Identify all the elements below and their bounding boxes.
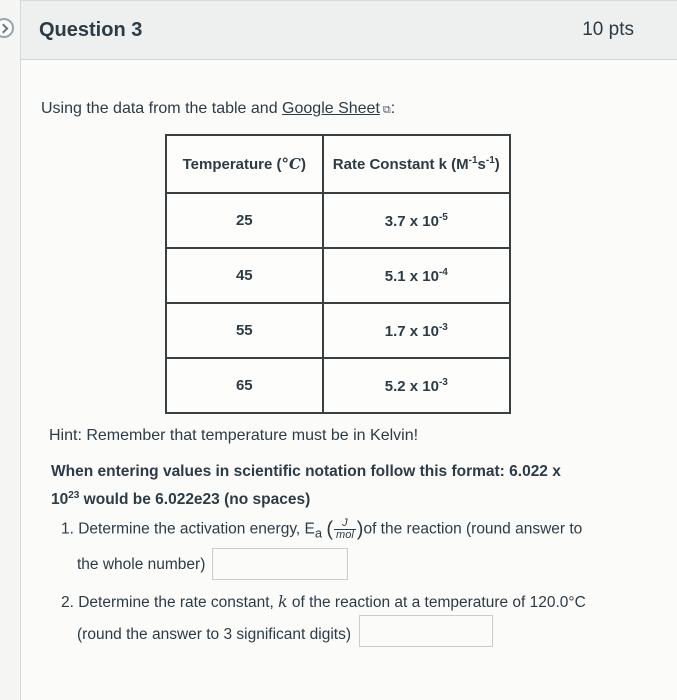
cell-temperature: 55 (166, 303, 323, 358)
cell-temperature: 45 (166, 248, 323, 303)
unit-fraction: $\frac{J}{\text{mol}}$ (336, 517, 354, 541)
format-note: When entering values in scientific notation follow this format: 6.022 x $10^{23}$ would be 6.022e23 (no spaces) (51, 463, 561, 509)
hint-text: Hint: Remember that temperature must be in Kelvin! (49, 427, 419, 444)
activation-energy-input[interactable] (212, 548, 348, 580)
cell-rate: 5.1 x $10^{-4}$ (323, 248, 510, 303)
external-link-icon: ⧉ (382, 104, 391, 116)
rate-constant-input[interactable] (359, 615, 493, 647)
question-card (20, 0, 677, 700)
chevron-right-icon[interactable] (0, 18, 14, 38)
header-temperature: Temperature (°C) (166, 135, 323, 193)
intro-prefix: Using the data from the table and (41, 100, 283, 117)
cell-temperature: 25 (166, 193, 323, 248)
question-title: Question 3 (39, 19, 143, 41)
cell-rate: 3.7 x $10^{-5}$ (323, 193, 510, 248)
table-row (166, 358, 510, 413)
question-header (21, 0, 677, 60)
question-2-text: 2. Determine the rate constant, k of the reaction at a temperature of 120.0°C (61, 593, 586, 611)
intro-suffix: : (390, 100, 396, 117)
question-1-text: 1. Determine the activation energy, $E_a$ ( $\frac{J}{\text{mol}}$ )of the reaction (round answer to (61, 517, 583, 541)
google-sheet-link[interactable]: Google Sheet (282, 100, 380, 117)
intro-text (41, 100, 395, 118)
cell-temperature: 65 (166, 358, 323, 413)
table-row (166, 248, 510, 303)
cell-rate: 1.7 x $10^{-3}$ (323, 303, 510, 358)
table-header-row (166, 135, 510, 193)
header-rate-constant: Rate Constant k $(M^{-1}s^{-1})$ (323, 135, 510, 193)
cell-rate: 5.2 x $10^{-3}$ (323, 358, 510, 413)
question-2-line2: (round the answer to 3 significant digits) (77, 626, 351, 643)
data-table (165, 134, 511, 414)
question-points: 10 pts (582, 19, 634, 40)
table-row (166, 303, 510, 358)
table-row (166, 193, 510, 248)
question-1-line2: the whole number) (77, 556, 206, 573)
